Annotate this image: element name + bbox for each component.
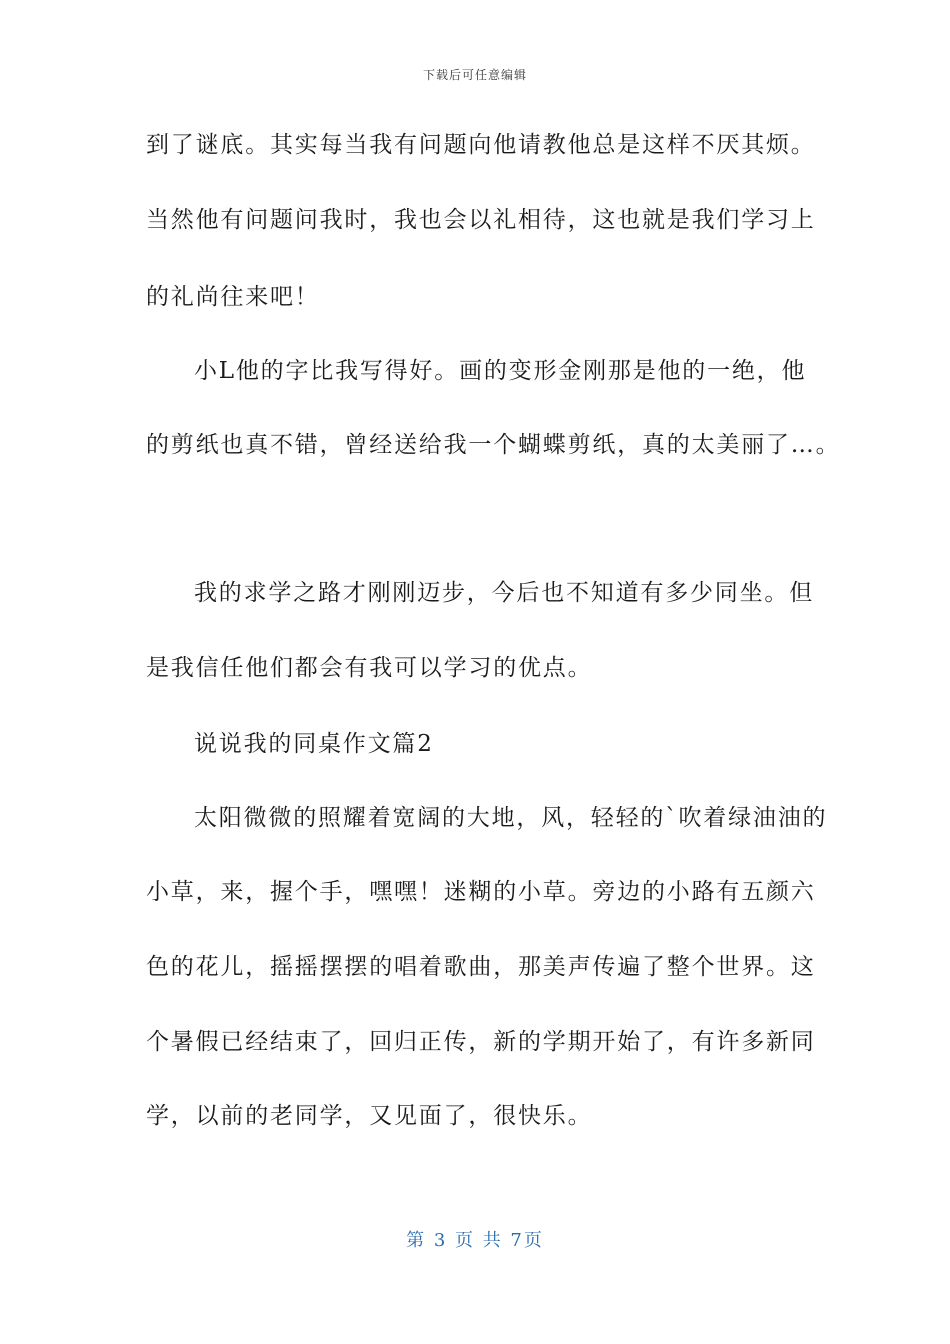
paragraph-line: 是我信任他们都会有我可以学习的优点。 <box>146 655 593 681</box>
paragraph-line: 小草，来，握个手，嘿嘿！迷糊的小草。旁边的小路有五颜六 <box>146 879 816 905</box>
paragraph-line: 小L他的字比我写得好。画的变形金刚那是他的一绝，他 <box>194 358 807 384</box>
paragraph-line: 个暑假已经结束了，回归正传，新的学期开始了，有许多新同 <box>146 1029 816 1055</box>
paragraph-line: 的剪纸也真不错，曾经送给我一个蝴蝶剪纸，真的太美丽了…。 <box>146 432 841 458</box>
page-header: 下载后可任意编辑 <box>422 68 527 82</box>
page-number: 第 3 页 共 7页 <box>406 1230 544 1251</box>
paragraph-line: 太阳微微的照耀着宽阔的大地，风，轻轻的`吹着绿油油的 <box>194 805 828 831</box>
paragraph-line: 学，以前的老同学，又见面了，很快乐。 <box>146 1103 593 1129</box>
paragraph-line: 色的花儿，摇摇摆摆的唱着歌曲，那美声传遍了整个世界。这 <box>146 954 816 980</box>
paragraph-line: 当然他有问题问我时，我也会以礼相待，这也就是我们学习上 <box>146 207 816 233</box>
paragraph-line: 我的求学之路才刚刚迈步，今后也不知道有多少同坐。但 <box>194 580 814 606</box>
section-heading: 说说我的同桌作文篇2 <box>194 731 434 757</box>
paragraph-line: 的礼尚往来吧！ <box>146 284 320 310</box>
paragraph-line: 到了谜底。其实每当我有问题向他请教他总是这样不厌其烦。 <box>146 132 816 158</box>
